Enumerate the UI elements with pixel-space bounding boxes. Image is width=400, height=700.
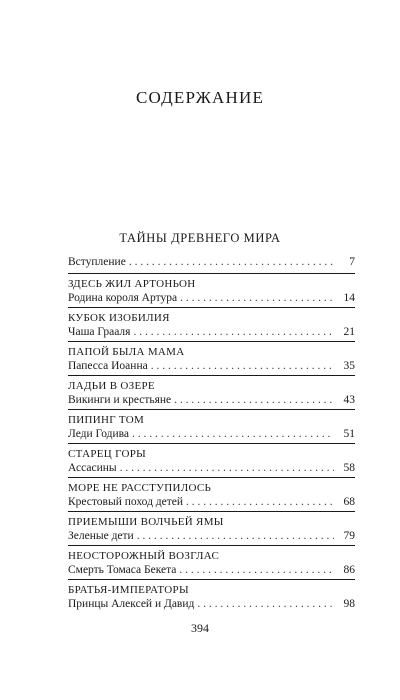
- toc-entry-label: Папесса Иоанна: [68, 360, 148, 372]
- toc-entry-line: [68, 325, 355, 340]
- dot-leader: [132, 427, 334, 442]
- toc-entry-heading: КУБОК ИЗОБИЛИЯ: [68, 312, 170, 324]
- toc-entry-heading: ЗДЕСЬ ЖИЛ АРТОНЬОН: [68, 278, 196, 290]
- toc-entry-page: 14: [343, 292, 355, 304]
- toc-entry-heading: МОРЕ НЕ РАССТУПИЛОСЬ: [68, 482, 212, 494]
- toc-entry-page: 68: [343, 496, 355, 508]
- dot-leader: [179, 563, 334, 578]
- toc-entry-page: 43: [343, 394, 355, 406]
- toc-entry-line: [68, 563, 355, 578]
- dot-leader: [120, 461, 334, 476]
- toc-entry-heading: СТАРЕЦ ГОРЫ: [68, 448, 147, 460]
- toc-entry-label: Зеленые дети: [68, 530, 134, 542]
- table-of-contents: [68, 255, 355, 613]
- dot-leader: [174, 393, 334, 408]
- toc-entry: [68, 579, 355, 613]
- toc-entry-line: [68, 427, 355, 442]
- toc-entry-line: [68, 529, 355, 544]
- toc-entry-heading: ЛАДЬИ В ОЗЕРЕ: [68, 380, 155, 392]
- toc-entry-line: [68, 495, 355, 510]
- toc-entry-label: Крестовый поход детей: [68, 496, 184, 508]
- page-number: 394: [191, 621, 209, 635]
- toc-entry-label: Викинги и крестьяне: [68, 394, 172, 406]
- toc-entry-line: [68, 359, 355, 374]
- dot-leader: [151, 359, 334, 374]
- toc-entry: [68, 511, 355, 545]
- dot-leader: [180, 291, 334, 306]
- toc-intro-page: 7: [349, 256, 355, 268]
- dot-leader: [197, 597, 334, 612]
- toc-entry-page: 35: [343, 360, 355, 372]
- toc-entry-line: [68, 393, 355, 408]
- toc-entry-label: Ассасины: [68, 462, 117, 474]
- toc-entry-heading: ПИПИНГ ТОМ: [68, 414, 145, 426]
- toc-entry: [68, 341, 355, 375]
- toc-entry-heading: ПРИЕМЫШИ ВОЛЧЬЕЙ ЯМЫ: [68, 516, 224, 528]
- toc-entry-label: Принцы Алексей и Давид: [68, 598, 195, 610]
- toc-entry-label: Родина короля Артура: [68, 292, 178, 304]
- toc-entry-line: [68, 291, 355, 306]
- toc-entry-page: 21: [343, 326, 355, 338]
- toc-entry: [68, 545, 355, 579]
- toc-entry-page: 98: [343, 598, 355, 610]
- dot-leader: [133, 325, 334, 340]
- toc-intro-label: Вступление: [68, 256, 126, 268]
- toc-entry-heading: БРАТЬЯ-ИМПЕРАТОРЫ: [68, 584, 189, 596]
- toc-intro: [68, 255, 355, 273]
- page-title: СОДЕРЖАНИЕ: [135, 88, 265, 107]
- section-title: ТАЙНЫ ДРЕВНЕГО МИРА: [119, 231, 281, 245]
- toc-entry-line: [68, 461, 355, 476]
- toc-entry: [68, 307, 355, 341]
- toc-entry-line: [68, 597, 355, 612]
- toc-entry: [68, 273, 355, 307]
- dot-leader: [137, 529, 334, 544]
- toc-entry-page: 79: [343, 530, 355, 542]
- toc-entry: [68, 477, 355, 511]
- toc-entry-label: Смерть Томаса Бекета: [68, 564, 177, 576]
- toc-entry-heading: НЕОСТОРОЖНЫЙ ВОЗГЛАС: [68, 550, 220, 562]
- toc-entry: [68, 409, 355, 443]
- toc-entry-label: Леди Годива: [68, 428, 129, 440]
- toc-entry-label: Чаша Грааля: [68, 326, 131, 338]
- toc-entry-page: 58: [343, 462, 355, 474]
- toc-entry-page: 86: [343, 564, 355, 576]
- toc-entry-heading: ПАПОЙ БЫЛА МАМА: [68, 346, 185, 358]
- dot-leader: [186, 495, 334, 510]
- toc-entry: [68, 375, 355, 409]
- toc-entry: [68, 443, 355, 477]
- dot-leader: [129, 255, 334, 270]
- toc-entry-page: 51: [343, 428, 355, 440]
